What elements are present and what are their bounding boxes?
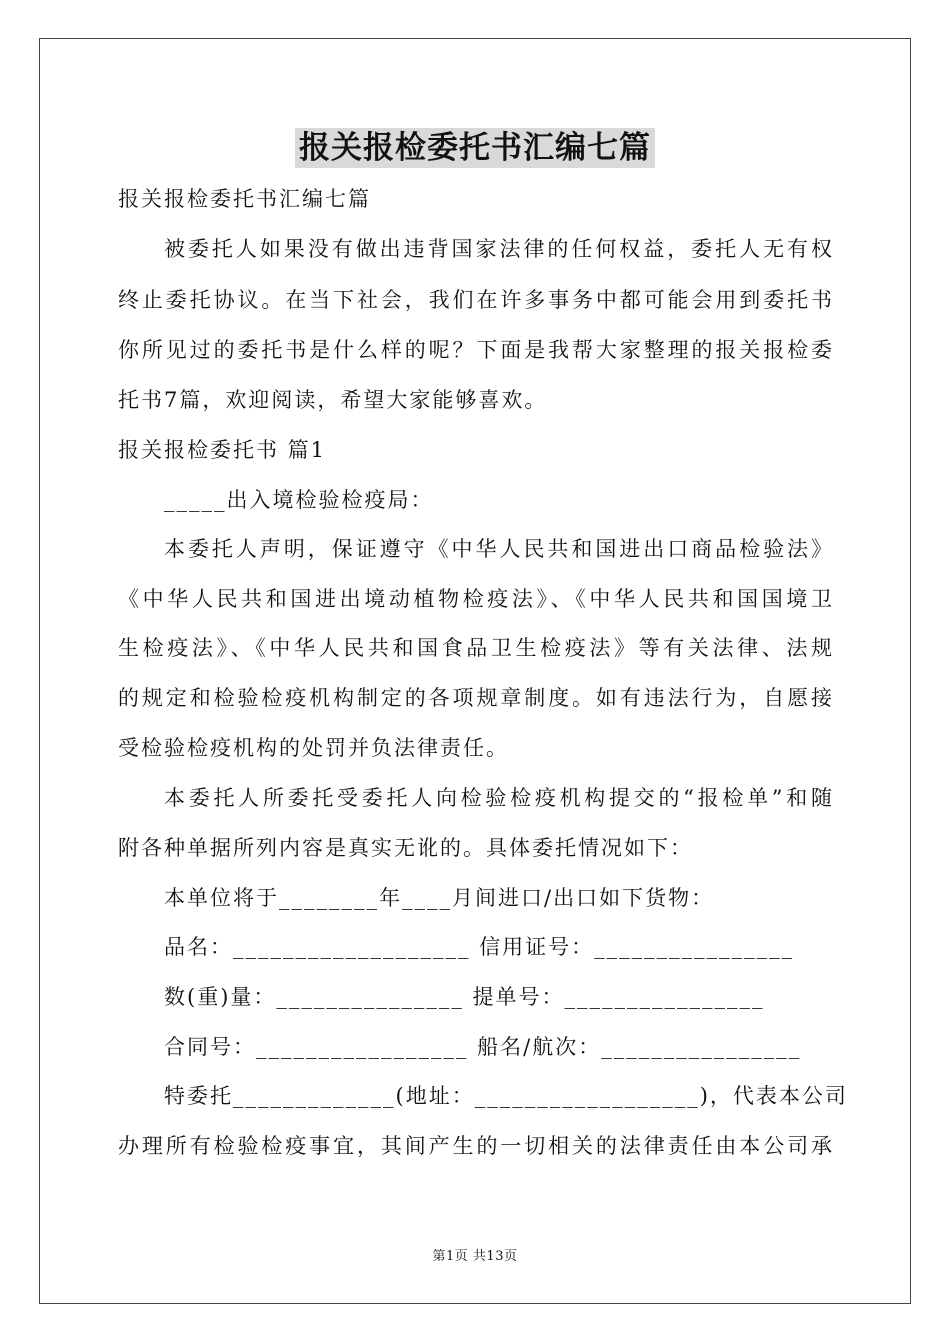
page-frame bbox=[39, 38, 911, 1304]
form-line: 合同号：_________________ 船名/航次：________________ bbox=[164, 1035, 802, 1059]
document-title bbox=[0, 124, 950, 172]
paragraph-line: 你所见过的委托书是什么样的呢？下面是我帮大家整理的报关报检委 bbox=[118, 338, 834, 362]
paragraph-line: 托书7篇，欢迎阅读，希望大家能够喜欢。 bbox=[118, 388, 548, 412]
paragraph-line: 生检疫法》、《中华人民共和国食品卫生检疫法》等有关法律、法规 bbox=[118, 636, 834, 660]
paragraph-line: 办理所有检验检疫事宜，其间产生的一切相关的法律责任由本公司承 bbox=[118, 1134, 834, 1158]
form-line: 数(重)量：_______________ 提单号：________________ bbox=[164, 985, 765, 1009]
paragraph-line: 本委托人所委托受委托人向检验检疫机构提交的“报检单”和随 bbox=[164, 786, 834, 810]
paragraph-line: 受检验检疫机构的处罚并负法律责任。 bbox=[118, 736, 509, 760]
paragraph-line: 被委托人如果没有做出违背国家法律的任何权益，委托人无有权 bbox=[164, 237, 834, 261]
form-line: 本单位将于________年____月间进口/出口如下货物： bbox=[164, 886, 715, 910]
paragraph-line: 《中华人民共和国进出境动植物检疫法》、《中华人民共和国国境卫 bbox=[118, 587, 834, 611]
paragraph-line: 的规定和检验检疫机构制定的各项规章制度。如有违法行为，自愿接 bbox=[118, 686, 834, 710]
document-title-text: 报关报检委托书汇编七篇 bbox=[295, 128, 655, 168]
section-heading: 报关报检委托书 篇1 bbox=[118, 438, 327, 462]
paragraph-line: 特委托_____________(地址：__________________)，代表本公司 bbox=[164, 1084, 848, 1108]
paragraph-line: _____出入境检验检疫局： bbox=[164, 488, 434, 512]
form-line: 品名：___________________ 信用证号：________________ bbox=[164, 935, 795, 959]
paragraph-line: 本委托人声明，保证遵守《中华人民共和国进出口商品检验法》 bbox=[164, 537, 834, 561]
page-number-footer: 第1页 共13页 bbox=[432, 1249, 518, 1264]
paragraph-line: 终止委托协议。在当下社会，我们在许多事务中都可能会用到委托书 bbox=[118, 288, 834, 312]
document-subtitle: 报关报检委托书汇编七篇 bbox=[118, 187, 371, 211]
paragraph-line: 附各种单据所列内容是真实无讹的。具体委托情况如下： bbox=[118, 836, 693, 860]
